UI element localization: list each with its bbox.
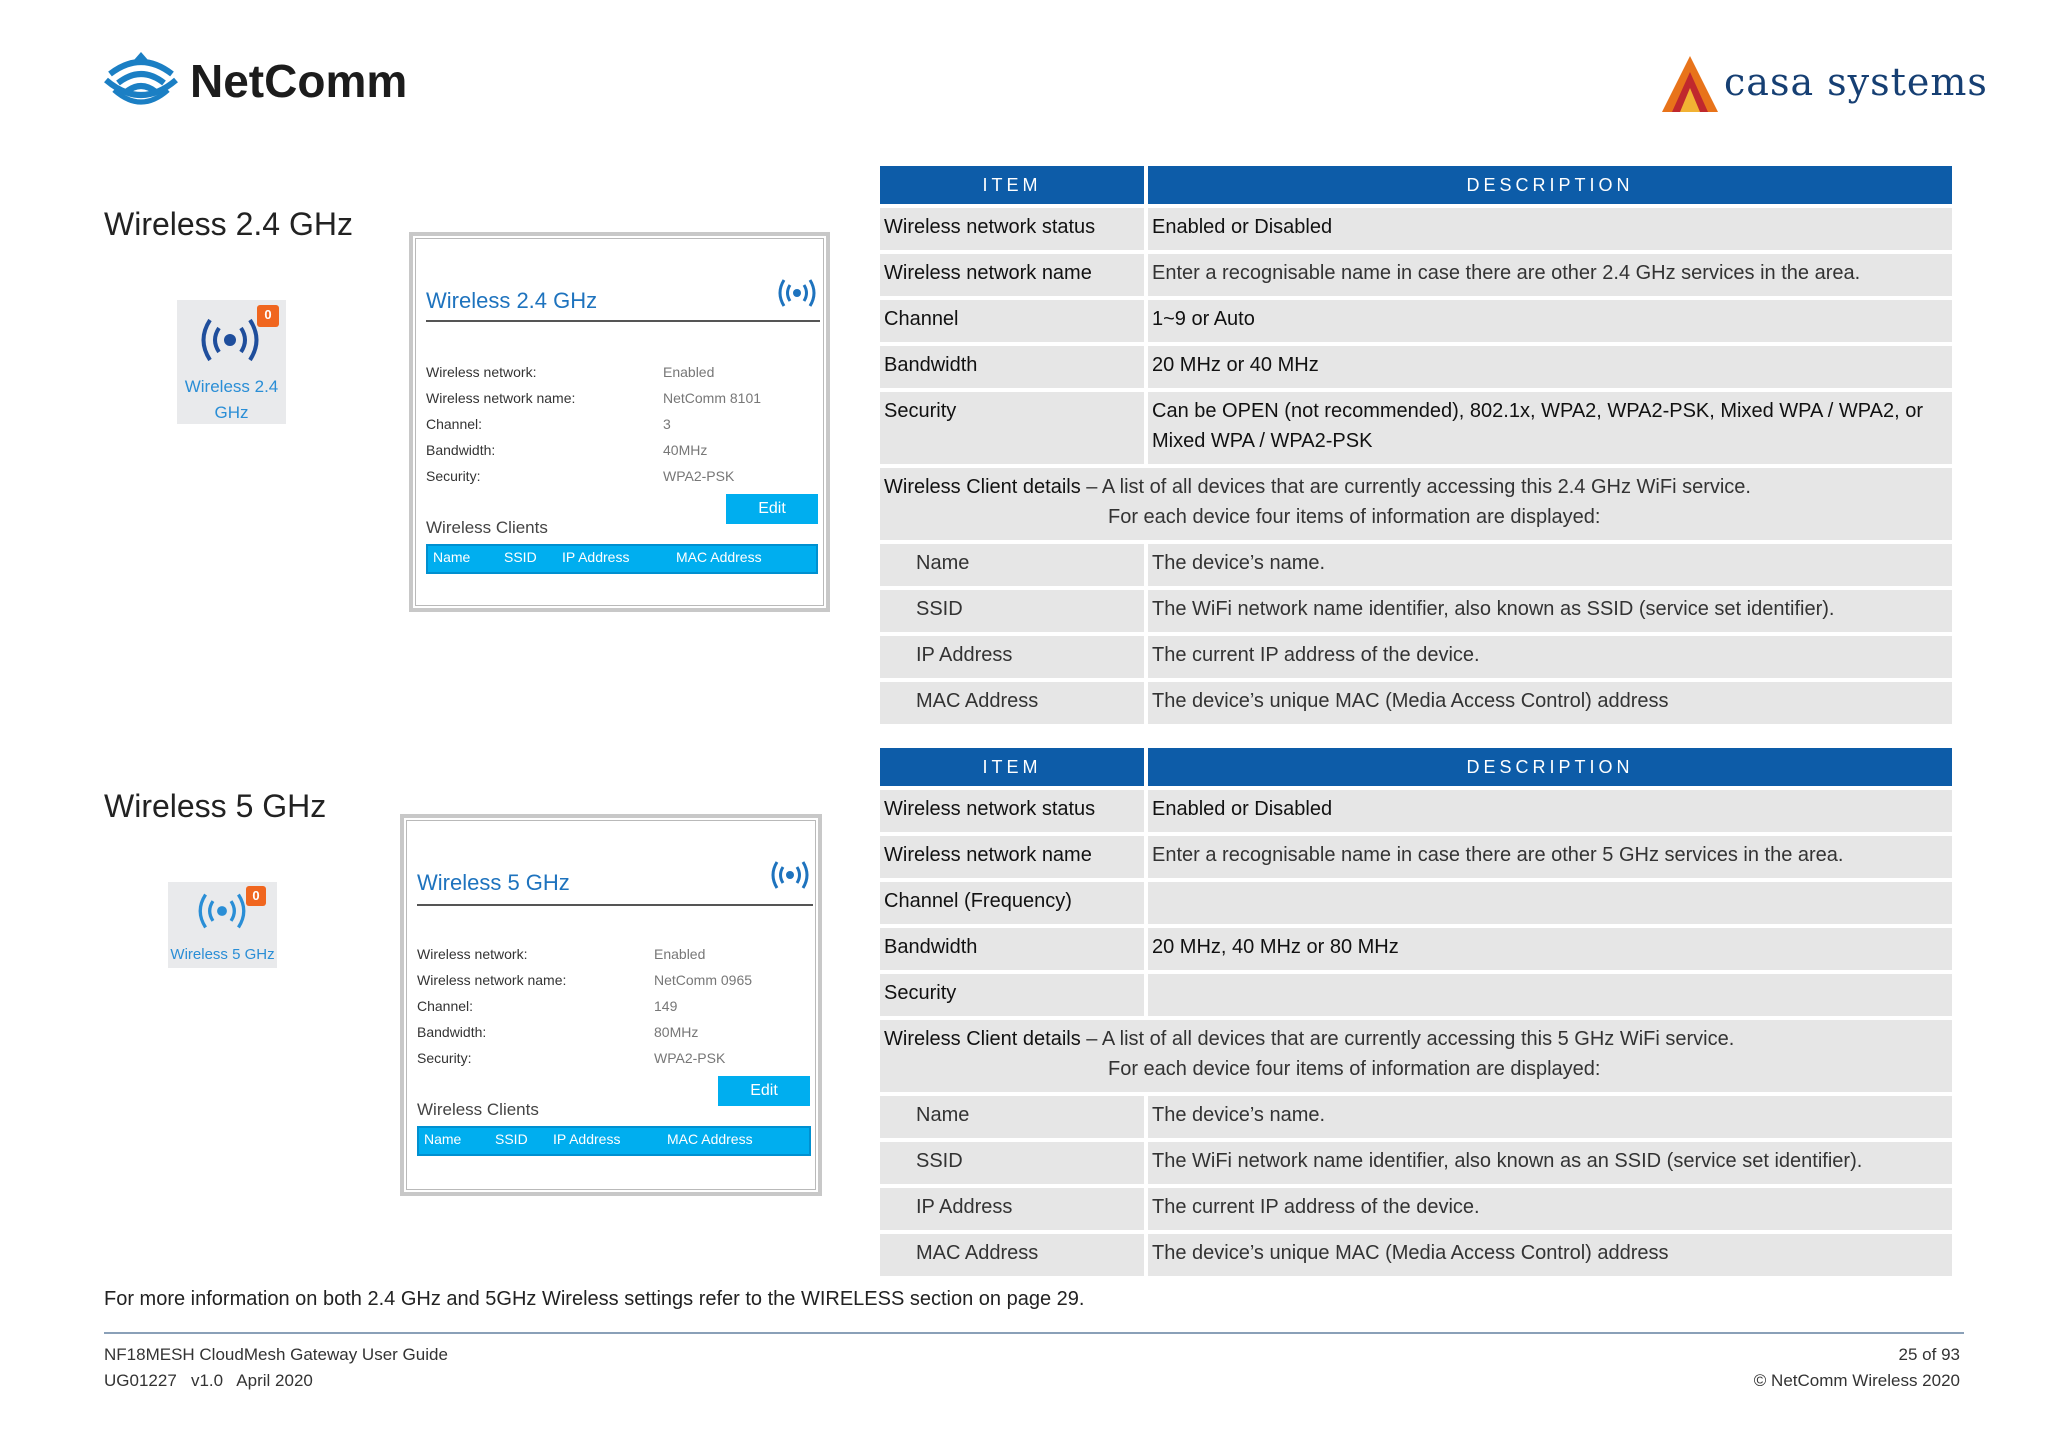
table-row <box>880 392 1952 464</box>
table-row <box>880 300 1952 342</box>
wireless-24-panel <box>409 232 830 612</box>
field-label: Bandwidth: <box>426 442 496 458</box>
row-description <box>1148 882 1952 924</box>
table-row <box>880 208 1952 250</box>
field-label: Channel: <box>417 998 474 1014</box>
wireless-24-tile[interactable] <box>177 300 286 424</box>
client-details-desc: – A list of all devices that are currently accessing this 2.4 GHz WiFi service. <box>1080 476 1751 498</box>
row-description: Enabled or Disabled <box>1148 790 1952 832</box>
client-details-line2: For each device four items of information are displayed: <box>1108 506 1601 528</box>
row-description: The WiFi network name identifier, also known as SSID (service set identifier). <box>1148 590 1952 632</box>
row-description: 1~9 or Auto <box>1148 300 1952 342</box>
footer-left <box>104 1342 448 1394</box>
column-ip-address: IP Address <box>562 549 630 565</box>
client-details-line1 <box>884 1024 1952 1054</box>
panel-title: Wireless 5 GHz <box>417 870 570 895</box>
copyright: © NetComm Wireless 2020 <box>1753 1371 1960 1390</box>
column-ip-address: IP Address <box>553 1131 621 1147</box>
sub-row <box>880 1096 1952 1138</box>
sub-row <box>880 544 1952 586</box>
row-description: The current IP address of the device. <box>1148 1188 1952 1230</box>
sub-row <box>880 1188 1952 1230</box>
field-label: Security: <box>417 1050 472 1066</box>
row-item: Name <box>880 544 1144 586</box>
tile-label: Wireless 5 GHz <box>170 946 275 963</box>
field-value: 3 <box>663 416 671 432</box>
row-item: IP Address <box>880 636 1144 678</box>
casa-triangle-icon <box>1660 54 1720 116</box>
row-description: The device’s unique MAC (Media Access Control) address <box>1148 682 1952 724</box>
netcomm-wordmark: NetComm <box>190 55 408 107</box>
row-item: Wireless network name <box>880 254 1144 296</box>
sub-row <box>880 1142 1952 1184</box>
edit-button[interactable]: Edit <box>726 494 818 524</box>
client-details-desc: – A list of all devices that are currently accessing this 5 GHz WiFi service. <box>1080 1028 1735 1050</box>
wireless-24-table <box>880 166 1952 726</box>
header-description: DESCRIPTION <box>1148 166 1952 204</box>
casa-wordmark: casa systems <box>1724 60 1988 104</box>
notification-badge: 0 <box>246 886 266 906</box>
tile-label-line2: GHz <box>214 403 249 422</box>
row-description: 20 MHz or 40 MHz <box>1148 346 1952 388</box>
header-item: ITEM <box>880 748 1144 786</box>
panel-divider <box>417 904 813 906</box>
row-item: SSID <box>880 590 1144 632</box>
wifi-signal-icon <box>775 278 819 308</box>
field-value: 149 <box>654 998 678 1014</box>
row-item: SSID <box>880 1142 1144 1184</box>
row-description: The WiFi network name identifier, also known as an SSID (service set identifier). <box>1148 1142 1952 1184</box>
field-label: Wireless network: <box>417 946 528 962</box>
row-item: MAC Address <box>880 682 1144 724</box>
row-item: Channel (Frequency) <box>880 882 1144 924</box>
client-details-text <box>880 468 1952 540</box>
section-title-5ghz: Wireless 5 GHz <box>104 788 327 824</box>
row-description: The device’s unique MAC (Media Access Control) address <box>1148 1234 1952 1276</box>
column-name: Name <box>433 549 471 565</box>
field-label: Wireless network name: <box>417 972 567 988</box>
client-details-lead: Wireless Client details <box>884 476 1081 498</box>
row-description: The device’s name. <box>1148 1096 1952 1138</box>
column-ssid: SSID <box>504 549 537 565</box>
table-header <box>880 748 1952 786</box>
row-description: The device’s name. <box>1148 544 1952 586</box>
row-item: Wireless network name <box>880 836 1144 878</box>
row-item: Wireless network status <box>880 790 1144 832</box>
column-name: Name <box>424 1131 462 1147</box>
field-value: Enabled <box>654 946 706 962</box>
notification-badge: 0 <box>257 305 279 327</box>
table-row <box>880 790 1952 832</box>
sub-row <box>880 1234 1952 1276</box>
edit-button[interactable]: Edit <box>718 1076 810 1106</box>
wireless-clients-heading: Wireless Clients <box>426 518 548 537</box>
row-item: Bandwidth <box>880 928 1144 970</box>
field-label: Security: <box>426 468 481 484</box>
row-description-line2: Mixed WPA / WPA2-PSK <box>1152 430 1373 452</box>
wireless-5-tile[interactable] <box>168 882 277 968</box>
wireless-5-panel <box>400 814 822 1196</box>
wifi-signal-icon <box>192 888 252 934</box>
page-number: 25 of 93 <box>1898 1345 1960 1364</box>
tile-label-line1: Wireless 2.4 <box>184 377 279 396</box>
field-label: Wireless network: <box>426 364 537 380</box>
row-item: Bandwidth <box>880 346 1144 388</box>
clients-table-header <box>417 1126 811 1156</box>
row-description <box>1148 392 1952 464</box>
field-label: Wireless network name: <box>426 390 576 406</box>
table-row <box>880 254 1952 296</box>
row-item: Channel <box>880 300 1144 342</box>
table-header <box>880 166 1952 204</box>
row-item: IP Address <box>880 1188 1144 1230</box>
client-details-row <box>880 1020 1952 1092</box>
client-details-lead: Wireless Client details <box>884 1028 1081 1050</box>
field-label: Channel: <box>426 416 483 432</box>
column-ssid: SSID <box>495 1131 528 1147</box>
row-description: Enter a recognisable name in case there are other 2.4 GHz services in the area. <box>1148 254 1952 296</box>
wireless-5-table <box>880 748 1952 1278</box>
field-label: Bandwidth: <box>417 1024 487 1040</box>
client-details-line2: For each device four items of information are displayed: <box>1108 1058 1601 1080</box>
field-value: Enabled <box>663 364 715 380</box>
wifi-signal-icon <box>195 312 265 368</box>
column-mac-address: MAC Address <box>667 1131 753 1147</box>
row-item: Security <box>880 392 1144 464</box>
field-value: WPA2-PSK <box>663 468 735 484</box>
client-details-line1 <box>884 472 1952 502</box>
panel-divider <box>426 320 820 322</box>
table-row <box>880 346 1952 388</box>
row-description: 20 MHz, 40 MHz or 80 MHz <box>1148 928 1952 970</box>
field-value: WPA2-PSK <box>654 1050 726 1066</box>
table-row <box>880 928 1952 970</box>
row-description: The current IP address of the device. <box>1148 636 1952 678</box>
doc-code: UG01227 v1.0 April 2020 <box>104 1371 313 1390</box>
doc-title: NF18MESH CloudMesh Gateway User Guide <box>104 1345 448 1364</box>
footer-right <box>1754 1342 1960 1394</box>
header-item: ITEM <box>880 166 1144 204</box>
section-title-24ghz: Wireless 2.4 GHz <box>104 206 353 242</box>
table-row <box>880 974 1952 1016</box>
client-details-row <box>880 468 1952 540</box>
clients-table-header <box>426 544 818 574</box>
tile-label <box>177 374 286 426</box>
row-description-line1: Can be OPEN (not recommended), 802.1x, WPA2, WPA2-PSK, Mixed WPA / WPA2, or <box>1152 400 1924 422</box>
row-item: Security <box>880 974 1144 1016</box>
netcomm-logo <box>104 48 424 118</box>
row-item: Wireless network status <box>880 208 1144 250</box>
row-description <box>1148 974 1952 1016</box>
footer-note: For more information on both 2.4 GHz and 5GHz Wireless settings refer to the WIRELESS section on page 29. <box>104 1288 1085 1310</box>
field-value: NetComm 8101 <box>663 390 762 406</box>
sub-row <box>880 682 1952 724</box>
row-description: Enter a recognisable name in case there are other 5 GHz services in the area. <box>1148 836 1952 878</box>
panel-title: Wireless 2.4 GHz <box>426 288 598 313</box>
field-value: 80MHz <box>654 1024 699 1040</box>
client-details-text <box>880 1020 1952 1092</box>
field-value: 40MHz <box>663 442 708 458</box>
casa-systems-logo <box>1660 54 1988 120</box>
footer-divider <box>104 1332 1964 1334</box>
wifi-signal-icon <box>768 860 812 890</box>
sub-row <box>880 590 1952 632</box>
header-description: DESCRIPTION <box>1148 748 1952 786</box>
wireless-clients-heading: Wireless Clients <box>417 1100 539 1119</box>
row-item: MAC Address <box>880 1234 1144 1276</box>
netcomm-wifi-icon <box>104 50 178 116</box>
column-mac-address: MAC Address <box>676 549 762 565</box>
field-value: NetComm 0965 <box>654 972 753 988</box>
table-row <box>880 836 1952 878</box>
sub-row <box>880 636 1952 678</box>
table-row <box>880 882 1952 924</box>
row-description: Enabled or Disabled <box>1148 208 1952 250</box>
row-item: Name <box>880 1096 1144 1138</box>
